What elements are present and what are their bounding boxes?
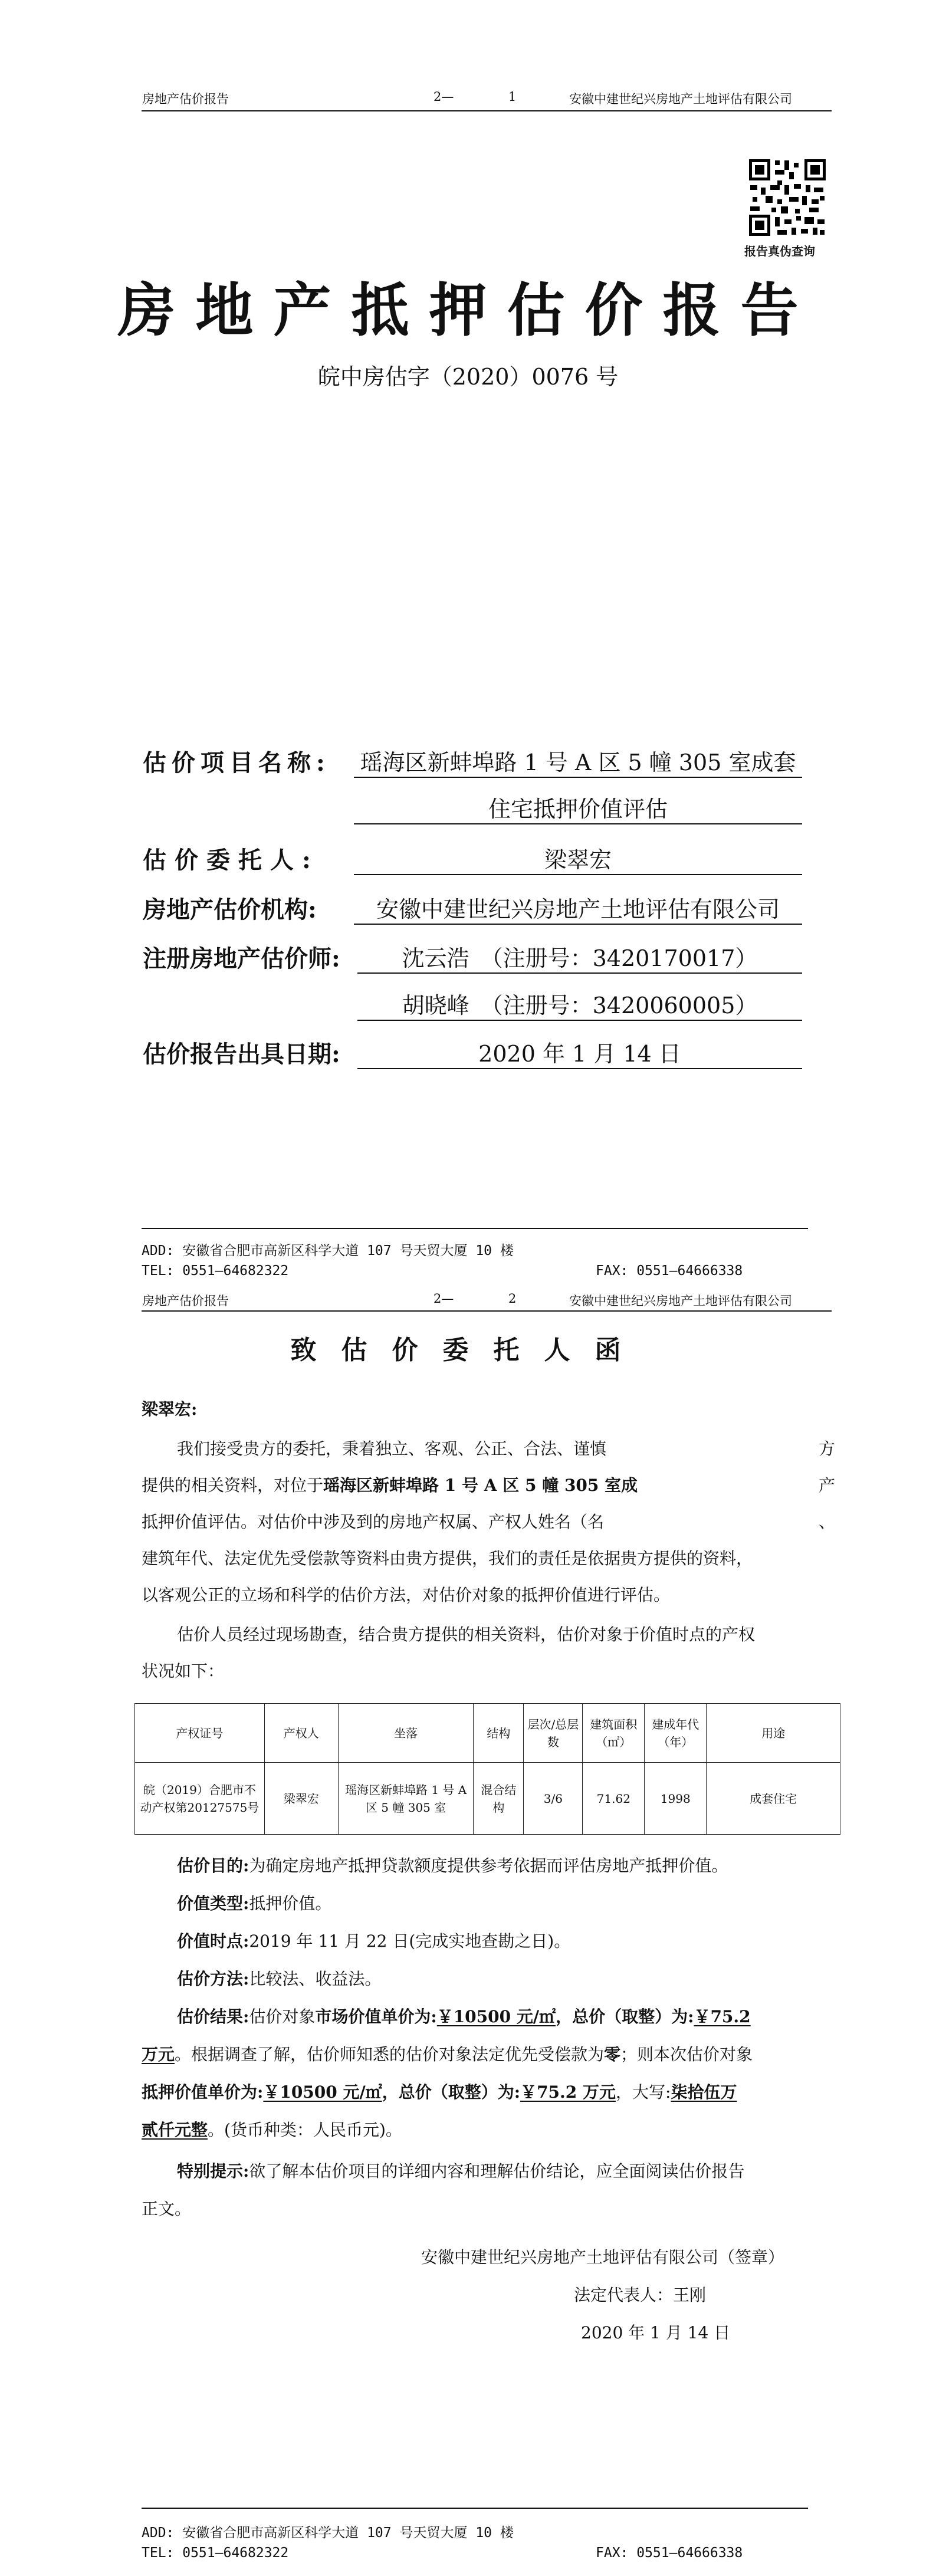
para1-line4: 建筑年代、法定优先受偿款等资料由贵方提供，我们的责任是依据贵方提供的资料， [142, 1549, 753, 1568]
project-value-line1: 瑶海区新蚌埠路 1 号 A 区 5 幢 305 室成套 [354, 744, 802, 778]
header-left: 房地产估价报告 [142, 92, 229, 106]
footer-tel: TEL: 0551—64682322 [142, 2545, 289, 2561]
signature-date: 2020 年 1 月 14 日 [581, 2323, 731, 2342]
tip-line2: 正文。 [142, 2199, 192, 2219]
result-line1: 估价结果:估价对象市场价值单价为:￥10500 元/㎡，总价（取整）为:￥75.2 [177, 2007, 751, 2026]
table-cell: 成套住宅 [707, 1763, 840, 1835]
para1-line1: 我们接受贵方的委托，秉着独立、客观、公正、合法、谨慎 [177, 1439, 607, 1458]
table-cell: 混合结构 [474, 1763, 524, 1835]
tip-line1: 特别提示:欲了解本估价项目的详细内容和理解估价结论，应全面阅读估价报告 [177, 2161, 745, 2181]
table-row [135, 1763, 840, 1835]
table-header-cell: 坐落 [338, 1704, 474, 1763]
client-label: 估价委托人: [143, 846, 319, 874]
footer-address: ADD: 安徽省合肥市高新区科学大道 107 号天贸大厦 10 楼 [142, 1243, 514, 1259]
header-page-marker: 2— [433, 1292, 454, 1306]
report-title: 房地产抵押估价报告 [117, 277, 819, 344]
appraiser-label: 注册房地产估价师: [143, 945, 340, 972]
date-value: 2020 年 1 月 14 日 [357, 1036, 802, 1069]
date-label: 估价报告出具日期: [143, 1040, 340, 1068]
result-line2: 万元。根据调查了解，估价师知悉的估价对象法定优先受偿款为零；则本次估价对象 [142, 2045, 753, 2064]
table-header-cell: 产权人 [264, 1704, 338, 1763]
salutation: 梁翠宏: [142, 1399, 198, 1419]
header-left: 房地产估价报告 [142, 1294, 229, 1308]
agency-label: 房地产估价机构: [143, 896, 317, 924]
footer-fax: FAX: 0551—64666338 [596, 1263, 743, 1279]
header-page-number: 1 [508, 90, 517, 104]
project-value-line2: 住宅抵押价值评估 [354, 791, 802, 824]
para1-line3-end: 、 [819, 1512, 836, 1532]
table-header-cell: 建成年代（年） [645, 1704, 707, 1763]
para1-line5: 以客观公正的立场和科学的估价方法，对估价对象的抵押价值进行评估。 [142, 1585, 671, 1605]
result-line3: 抵押价值单价为:￥10500 元/㎡，总价（取整）为:￥75.2 万元，大写:柒拾伍万 [142, 2082, 737, 2102]
footer-address: ADD: 安徽省合肥市高新区科学大道 107 号天贸大厦 10 楼 [142, 2525, 514, 2541]
table-cell: 瑶海区新蚌埠路 1 号 A 区 5 幢 305 室 [338, 1763, 474, 1835]
property-rights-table [134, 1703, 840, 1835]
table-cell: 71.62 [583, 1763, 645, 1835]
header-page-number: 2 [508, 1292, 517, 1306]
appraiser-2: 胡晓峰 （注册号：3420060005） [357, 987, 802, 1021]
header-right: 安徽中建世纪兴房地产土地评估有限公司 [569, 1294, 792, 1308]
appraiser-1: 沈云浩 （注册号：3420170017） [357, 940, 802, 974]
table-cell: 梁翠宏 [264, 1763, 338, 1835]
value-date-line: 价值时点:2019 年 11 月 22 日(完成实地查勘之日)。 [177, 1931, 571, 1951]
footer-fax: FAX: 0551—64666338 [596, 2545, 743, 2561]
table-cell: 皖（2019）合肥市不动产权第20127575号 [135, 1763, 265, 1835]
header-rule [142, 1310, 832, 1312]
table-header-cell: 层次/总层数 [524, 1704, 583, 1763]
table-header-cell: 结构 [474, 1704, 524, 1763]
project-label: 估价项目名称: [143, 749, 330, 777]
table-header-cell: 建筑面积（㎡） [583, 1704, 645, 1763]
letter-title: 致估价委托人函 [290, 1335, 646, 1365]
table-cell: 3/6 [524, 1763, 583, 1835]
table-header-cell: 产权证号 [135, 1704, 265, 1763]
signature-company: 安徽中建世纪兴房地产土地评估有限公司（签章） [421, 2248, 785, 2267]
para2-line2: 状况如下： [142, 1661, 225, 1681]
client-value: 梁翠宏 [354, 842, 802, 875]
table-header-row [135, 1704, 840, 1763]
value-type-line: 价值类型:抵押价值。 [177, 1894, 332, 1913]
table-header-cell: 用途 [707, 1704, 840, 1763]
para1-line1-end: 方 [819, 1439, 836, 1458]
report-number: 皖中房估字（2020）0076 号 [317, 364, 619, 390]
header-right: 安徽中建世纪兴房地产土地评估有限公司 [569, 92, 792, 106]
qr-caption: 报告真伪查询 [744, 244, 815, 258]
para2-line1: 估价人员经过现场勘查，结合贵方提供的相关资料，估价对象于价值时点的产权 [177, 1625, 756, 1644]
footer-tel: TEL: 0551—64682322 [142, 1263, 289, 1279]
agency-value: 安徽中建世纪兴房地产土地评估有限公司 [354, 891, 802, 925]
para1-line2: 提供的相关资料，对位于瑶海区新蚌埠路 1 号 A 区 5 幢 305 室成 [142, 1476, 638, 1495]
header-page-marker: 2— [433, 90, 454, 104]
footer-rule [142, 2508, 808, 2509]
qr-code[interactable] [748, 158, 827, 237]
header-rule [142, 110, 832, 111]
signature-representative: 法定代表人：王刚 [574, 2285, 707, 2305]
purpose-line: 估价目的:为确定房地产抵押贷款额度提供参考依据而评估房地产抵押价值。 [177, 1856, 728, 1875]
result-line4: 贰仟元整。(货币种类：人民币元)。 [142, 2120, 402, 2140]
method-line: 估价方法:比较法、收益法。 [177, 1969, 382, 1989]
para1-line3: 抵押价值评估。对估价中涉及到的房地产权属、产权人姓名（名 [142, 1512, 605, 1532]
table-cell: 1998 [645, 1763, 707, 1835]
para1-line2-end: 产 [819, 1476, 836, 1495]
footer-rule [142, 1228, 808, 1229]
